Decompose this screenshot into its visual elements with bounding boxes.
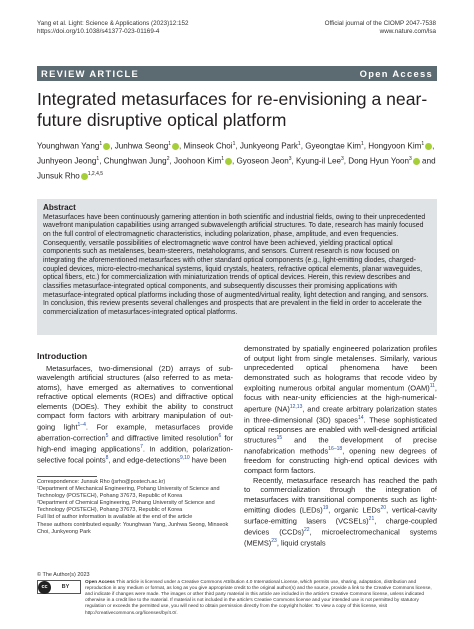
author-info-note: Full list of author information is available at the end of the article [37,514,193,521]
right-column [244,344,437,548]
journal-line: Official journal of the CIOMP 2047-7538 [324,20,436,27]
author-name[interactable]: Junhwa Seong [114,141,169,151]
citation-ref[interactable]: 9,10 [179,454,190,461]
author-list: Younghwan Yang$^1$ , Junhwa Seong$^1$ , Minseok Choi$^1$, Junkyeong Park$^1$, Gyeongtae Kim$^1$, Hongyoon Kim$^1$ , Junhyeon Jeong$^1$, Chunghwan Jung$^2$, Joohoon Kim$^1$ , Gyoseon Jeon$^3$, Kyung-il Lee$^3$, Dong Hyun Yoon$^3$ and Junsuk Rho $^{1,2,4,5}$ [37,141,436,181]
author-name[interactable]: Junhyeon Jeong [37,156,97,166]
author-name[interactable]: Minseok Choi [183,141,233,151]
citation-ref[interactable]: 6 [218,432,222,439]
author-name[interactable]: Junsuk Rho [37,171,80,181]
license-footer [37,572,439,617]
intro-paragraph: Metasurfaces, two-dimensional (2D) arrays of sub-wavelength artificial structures (also referred to as meta-atoms), have emerged as alternatives to conventional refractive optical elements (ROEs) and diffractive optical elements (DOEs). They exhibit the ability to construct compact form factors with arbitrary manipulation of out-going light$^{1-4}$. For example, metasurfaces provide aberration-correction$^5$ and diffractive limited resolution$^6$ for high-end imaging applications$^7$. In addition, polarization-selective focal points$^8$, and edge-detections$^{9,10}$ have been [37,363,234,465]
abstract-heading: Abstract [43,203,76,212]
cc-by-mark: BY [61,584,70,591]
copyright-line: © The Author(s) 2023 [37,572,90,578]
license-text: Open Access This article is licensed under a Creative Commons Attribution 4.0 International License, which permits use, sharing, adaptation, distribution and reproduction in any medium or format, as long as you give appropriate credit to the original author(s) and the source, provide a link to the Creative Commons license, and indicate if changes were made. The images or other third party material in this article are included in the article's Creative Commons license, unless indicated otherwise in a credit line to the material. If material is not included in the article's Creative Commons license and your intended use is not permitted by statutory regulation or exceeds the permitted use, you will need to obtain permission directly from the copyright holder. To view a copy of this license, visit http://creativecommons.org/licenses/by/4.0/. [85,580,432,616]
author-name[interactable]: Kyung-il Lee [295,156,341,166]
correspondence-footnote [37,479,233,536]
abstract-text: Metasurfaces have been continuously garnering attention in both scientific and industrial fields, owing to their unprecedented wavefront manipulation capabilities using arranged subwavelength artificial structures. To date, research has mainly focused on the full control of electromagnetic characteristics, including polarization, phase, amplitude, and even frequencies. Consequently, versatile possibilities of electromagnetic wave control have been achieved, yielding practical optical components such as metalenses, beam-steerers, metaholograms, and sensors. Current research is now focused on integrating the aforementioned metasurfaces with other standard optical components (e.g., light-emitting diodes, charged-coupled devices, micro-electro-mechanical systems, liquid crystals, heaters, refractive optical elements, planar waveguides, optical fibers, etc.) for commercialization with miniaturization trends of optical devices. Herein, this review describes and classifies metasurface-integrated optical components, and subsequently discusses their promising applications with metasurface-integrated optical platforms including those of augmented/virtual reality, light detection and ranging, and sensors. In conclusion, this review presents several challenges and prospects that are prevalent in the field in order to accelerate the commercialization of metasurfaces-integrated optical platforms. [43,213,429,316]
orcid-icon[interactable] [103,143,110,150]
citation-ref[interactable]: 12,13 [289,403,303,410]
correspondence-line[interactable]: Correspondence: Junsuk Rho (jsrho@postech.ac.kr) [37,479,166,485]
doi-link[interactable]: https://doi.org/10.1038/s41377-023-01169-4 [37,28,160,36]
orcid-icon[interactable] [81,173,88,180]
equal-contribution-note: These authors contributed equally: Younghwan Yang, Junhwa Seong, Minseok Choi, Junkyeong Park [37,521,229,535]
running-header-right [325,20,436,36]
body-paragraph: Recently, metasurface research has reached the path to commercialization through the integration of metasurfaces with transitional components such as light-emitting diodes (LEDs)$^{19}$, organic LEDs$^{20}$, vertical-cavity surface-emitting lasers (VCSELs)$^{21}$, charge-coupled devices (CCDs)$^{22}$, microelectromechanical systems (MEMS)$^{23}$, liquid crystals [244,475,437,548]
author-name[interactable]: Chunghwan Jung [103,156,167,166]
abstract-box [37,199,437,335]
citation-ref[interactable]: 15 [276,435,283,442]
affiliation-1: ¹Department of Mechanical Engineering, Pohang University of Science and Technology (POSTECH), Pohang 37673, Republic of Korea [37,486,220,500]
citation-line: Yang et al. Light: Science & Applications (2023)12:152 [37,20,189,27]
article-type-label: REVIEW ARTICLE [41,68,140,79]
body-paragraph: demonstrated by spatially engineered polarization profiles of output light from single metalenses. Similarly, various unprecedented optical phenomena have been demonstrated such as holograms that recode video by exploiting numerous orbital angular momentum (OAM)$^{11}$, focus with near-unity efficiencies at the high-numerical-aperture (NA)$^{12,13}$, and create arbitrary polarization states in three-dimensional (3D) spaces$^{14}$. These sophisticated optical responses are enabled with well-designed artificial structures$^{15}$ and the development of precise nanofabrication methods$^{16-18}$, opening new degrees of freedom for constructing high-end optical devices with compact form factors. [244,344,438,475]
section-heading-introduction: Introduction [37,351,88,361]
citation-ref[interactable]: 21 [368,516,375,523]
citation-ref[interactable]: 14 [358,414,364,421]
affiliation-2: ²Department of Chemical Engineering, Pohang University of Science and Technology (POSTECH), Pohang 37673, Republic of Korea [37,500,215,514]
footnote-divider [37,476,97,477]
citation-ref[interactable]: 5 [105,432,109,439]
citation-ref[interactable]: 23 [271,538,277,545]
author-name[interactable]: Younghwan Yang [37,141,100,151]
author-name[interactable]: Gyeongtae Kim [305,141,361,151]
running-header-left [37,20,188,36]
article-title: Integrated metasurfaces for re-envisioning a near-future disruptive optical platform [37,89,428,130]
citation-ref[interactable]: 8 [105,454,109,461]
citation-ref[interactable]: 19 [322,505,329,512]
orcid-icon[interactable] [413,158,420,165]
citation-ref[interactable]: 1–4 [77,421,86,428]
citation-ref[interactable]: 22 [304,527,310,534]
author-name[interactable]: Junkyeong Park [239,141,298,151]
orcid-icon[interactable] [425,143,432,150]
article-type-banner [37,66,437,81]
orcid-icon[interactable] [225,158,232,165]
creative-commons-icon[interactable] [37,580,81,594]
author-name[interactable]: Hongyoon Kim [368,141,422,151]
open-access-label: Open Access [359,68,433,79]
intro-column [37,352,233,465]
citation-ref[interactable]: 11 [429,383,435,390]
citation-ref[interactable]: 7 [140,443,143,450]
journal-url[interactable]: www.nature.com/lsa [379,28,436,36]
author-name[interactable]: Gyoseon Jeon [236,156,289,166]
author-name[interactable]: Dong Hyun Yoon [348,156,410,166]
author-name[interactable]: Joohoon Kim [173,156,222,166]
citation-ref[interactable]: 16–18 [328,446,343,453]
citation-ref[interactable]: 20 [380,505,387,512]
open-access-bold: Open Access [85,580,115,586]
orcid-icon[interactable] [172,143,179,150]
cc-logo-mark: cc [38,581,51,594]
